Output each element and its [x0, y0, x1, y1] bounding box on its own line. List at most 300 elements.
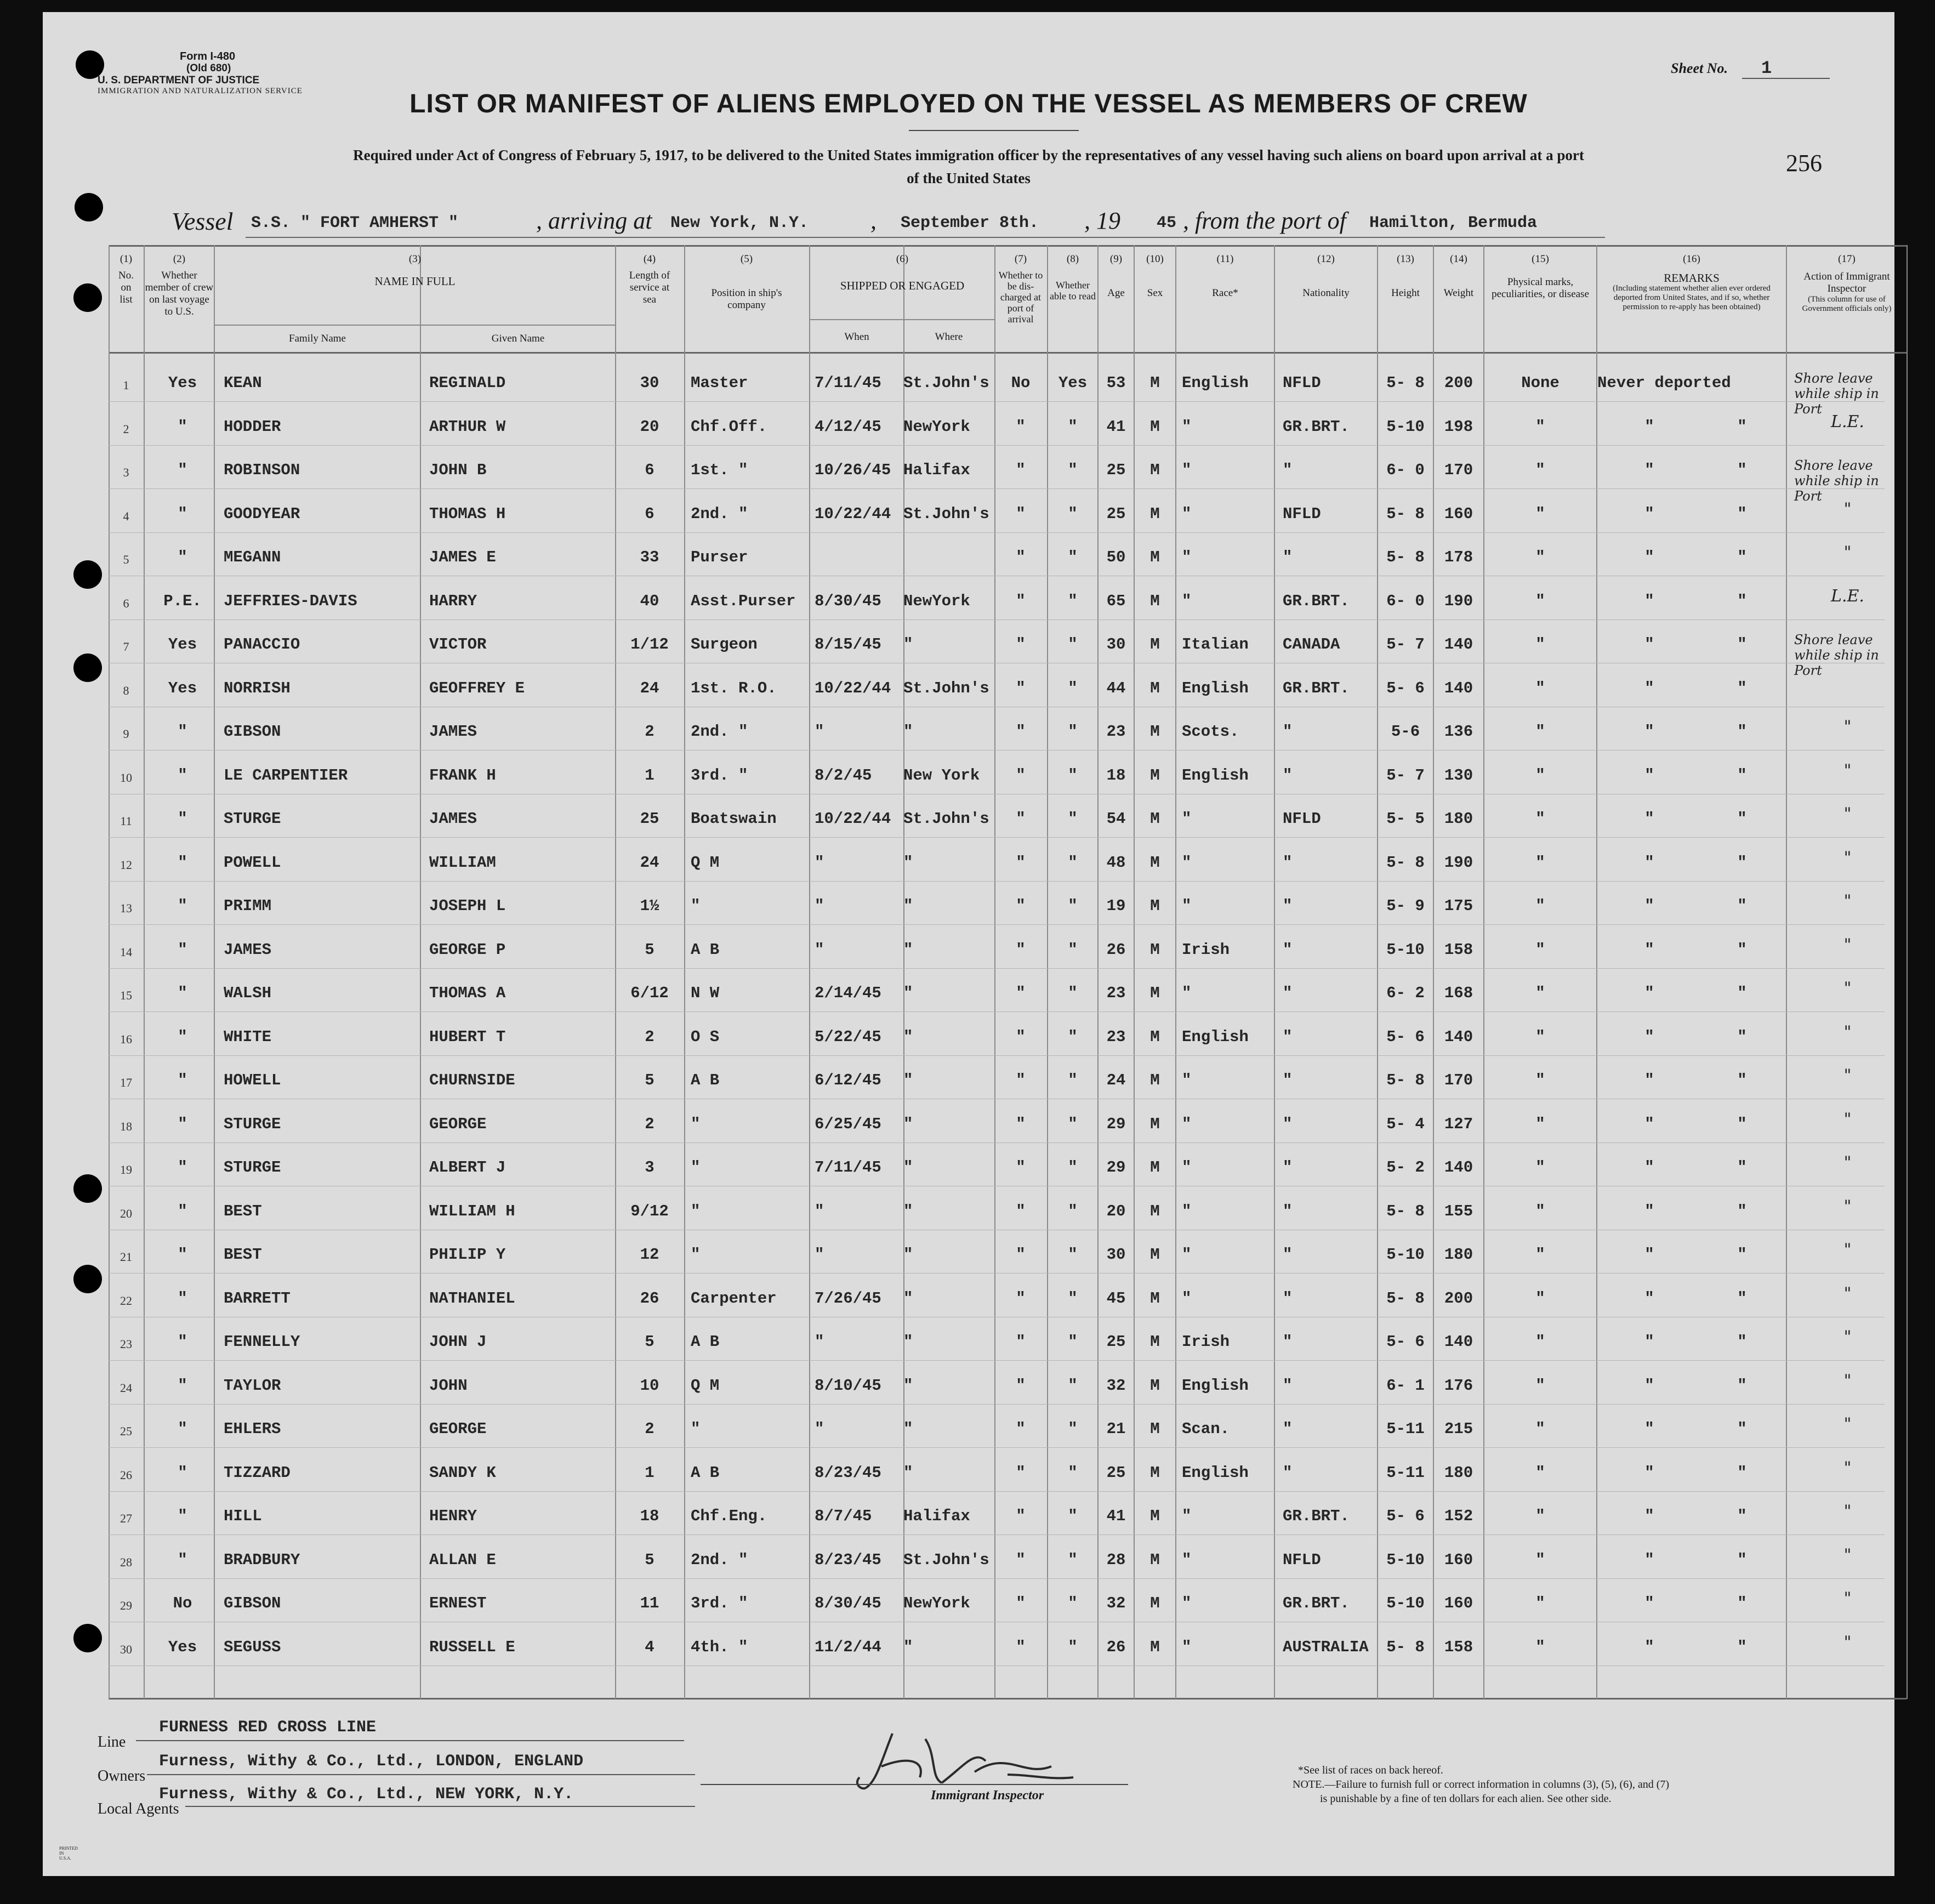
cell-disch: ": [1016, 1289, 1026, 1308]
col-3-number: (3): [408, 253, 422, 265]
cell-where: ": [903, 1377, 913, 1395]
cell-nat: ": [1283, 1202, 1293, 1220]
col-10-number: (10): [1146, 253, 1164, 265]
cell-nat: ": [1283, 984, 1293, 1002]
arriving-port: New York, N.Y.: [670, 214, 809, 232]
cell-last: ": [178, 1028, 187, 1046]
cell-pos: Surgeon: [691, 635, 758, 653]
cell-last: ": [178, 418, 187, 436]
row-number: 13: [120, 901, 132, 915]
cell-age: 65: [1106, 592, 1126, 610]
row-rule: [109, 532, 1885, 533]
cell-disch: ": [1016, 810, 1026, 828]
cell-wt: 176: [1444, 1377, 1473, 1395]
cell-wt: 180: [1444, 810, 1473, 828]
line-value: FURNESS RED CROSS LINE: [159, 1718, 377, 1737]
col-5-number: (5): [740, 253, 753, 265]
cell-rem2: ": [1737, 418, 1747, 436]
cell-family: PRIMM: [224, 897, 272, 915]
cell-when: 2/14/45: [815, 984, 881, 1002]
cell-rem: Never deported: [1597, 374, 1731, 392]
row-number: 14: [120, 945, 132, 959]
cell-inspector-action: ": [1843, 1066, 1852, 1085]
cell-when: 8/10/45: [815, 1377, 881, 1395]
col-sex-header: [1135, 253, 1175, 299]
cell-when: 10/22/44: [815, 810, 891, 828]
cell-when: 8/2/45: [815, 766, 872, 785]
cell-rem: ": [1644, 984, 1654, 1002]
cell-family: TIZZARD: [224, 1464, 291, 1482]
family-name-header: Family Name: [289, 333, 346, 344]
cell-rem2: ": [1737, 1551, 1747, 1569]
cell-where: ": [903, 1638, 913, 1656]
cell-age: 25: [1106, 505, 1126, 523]
col-13-label: Height: [1391, 287, 1420, 299]
cell-pos: Q M: [691, 1377, 720, 1395]
cell-pos: O S: [691, 1028, 720, 1046]
col-discharged-header: [994, 253, 1047, 325]
cell-len: 40: [640, 592, 659, 610]
cell-race: ": [1182, 984, 1192, 1002]
cell-pos: 4th. ": [691, 1638, 748, 1656]
punch-hole: [73, 560, 102, 589]
cell-race: ": [1182, 897, 1192, 915]
cell-race: ": [1182, 1115, 1192, 1133]
cell-nat: NFLD: [1283, 1551, 1321, 1569]
cell-given: JOHN J: [429, 1333, 487, 1351]
inspector-label: Immigrant Inspector: [931, 1788, 1044, 1803]
row-number: 1: [123, 378, 129, 392]
row-rule: [109, 1578, 1885, 1579]
cell-len: 2: [645, 723, 655, 741]
cell-sex: M: [1150, 1202, 1160, 1220]
cell-race: ": [1182, 1071, 1192, 1089]
col-9-label: Age: [1107, 287, 1125, 299]
cell-disch: ": [1016, 766, 1026, 785]
cell-race: ": [1182, 418, 1192, 436]
col-name-header: [215, 253, 615, 287]
cell-rem: ": [1644, 897, 1654, 915]
cell-age: 32: [1106, 1377, 1126, 1395]
cell-rem2: ": [1737, 548, 1747, 566]
cell-ht: 5- 2: [1386, 1158, 1425, 1176]
cell-pos: ": [691, 897, 701, 915]
cell-where: St.John's: [903, 810, 989, 828]
cell-nat: ": [1283, 941, 1293, 959]
cell-given: SANDY K: [429, 1464, 496, 1482]
cell-sex: M: [1150, 1333, 1160, 1351]
cell-sex: M: [1150, 1028, 1160, 1046]
date-separator: ,: [870, 207, 877, 234]
cell-rem: ": [1644, 1246, 1654, 1264]
cell-inspector-action: ": [1843, 1022, 1852, 1042]
col-16-label: REMARKS: [1664, 271, 1720, 285]
cell-rem2: ": [1737, 1071, 1747, 1089]
row-number: 29: [120, 1599, 132, 1612]
cell-age: 24: [1106, 1071, 1126, 1089]
cell-rem: ": [1644, 1071, 1654, 1089]
cell-when: 5/22/45: [815, 1028, 881, 1046]
cell-disch: ": [1016, 1638, 1026, 1656]
form-old-number: (Old 680): [186, 62, 231, 74]
cell-family: KEAN: [224, 374, 262, 392]
cell-where: Halifax: [903, 461, 970, 479]
cell-nat: NFLD: [1283, 505, 1321, 523]
cell-read: ": [1068, 461, 1078, 479]
col-9-number: (9): [1109, 253, 1123, 265]
cell-age: 32: [1106, 1594, 1126, 1612]
cell-given: FRANK H: [429, 766, 496, 785]
cell-rem2: ": [1737, 592, 1747, 610]
col-17-label: Action of Immigrant Inspector: [1803, 271, 1890, 294]
cell-ht: 6- 1: [1386, 1377, 1425, 1395]
cell-wt: 180: [1444, 1464, 1473, 1482]
cell-len: 5: [645, 941, 655, 959]
cell-age: 19: [1106, 897, 1126, 915]
cell-age: 48: [1106, 854, 1126, 872]
cell-race: Italian: [1182, 635, 1249, 653]
cell-nat: GR.BRT.: [1283, 1594, 1350, 1612]
cell-race: English: [1182, 1464, 1249, 1482]
cell-wt: 155: [1444, 1202, 1473, 1220]
cell-when: ": [815, 941, 824, 959]
sheet-label: Sheet No.: [1671, 60, 1728, 76]
cell-nat: ": [1283, 1028, 1293, 1046]
col-12-label: Nationality: [1302, 287, 1350, 299]
col-8-label: Whether able to read: [1050, 280, 1096, 302]
cell-len: 33: [640, 548, 659, 566]
cell-family: TAYLOR: [224, 1377, 281, 1395]
cell-phys: ": [1535, 592, 1545, 610]
row-number: 22: [120, 1294, 132, 1308]
cell-when: 6/12/45: [815, 1071, 881, 1089]
cell-phys: ": [1535, 1507, 1545, 1525]
cell-rem: ": [1644, 1115, 1654, 1133]
cell-disch: ": [1016, 461, 1026, 479]
cell-ht: 6- 2: [1386, 984, 1425, 1002]
cell-nat: GR.BRT.: [1283, 418, 1350, 436]
cell-nat: ": [1283, 1464, 1293, 1482]
cell-read: Yes: [1058, 374, 1088, 392]
col-last-voyage-header: [145, 253, 214, 318]
cell-where: St.John's: [903, 1551, 989, 1569]
col-race-header: [1176, 253, 1274, 299]
from-port: Hamilton, Bermuda: [1369, 214, 1538, 232]
cell-wt: 160: [1444, 505, 1473, 523]
cell-family: ROBINSON: [224, 461, 300, 479]
manifest-sheet: [43, 12, 1894, 1876]
cell-last: Yes: [168, 635, 197, 653]
cell-race: Irish: [1182, 1333, 1230, 1351]
col-1-label: No. on list: [118, 270, 134, 305]
cell-len: 12: [640, 1246, 659, 1264]
cell-race: English: [1182, 374, 1249, 392]
cell-given: VICTOR: [429, 635, 487, 653]
cell-ht: 5-10: [1386, 1246, 1425, 1264]
arrival-date: September 8th.: [901, 214, 1039, 232]
cell-age: 23: [1106, 1028, 1126, 1046]
cell-disch: ": [1016, 1115, 1026, 1133]
cell-last: Yes: [168, 679, 197, 697]
cell-phys: ": [1535, 1638, 1545, 1656]
cell-phys: ": [1535, 1594, 1545, 1612]
cell-last: ": [178, 1158, 187, 1176]
cell-ht: 5- 6: [1386, 679, 1425, 697]
cell-phys: ": [1535, 1246, 1545, 1264]
col-5-label: Position in ship's company: [711, 287, 782, 311]
col-14-label: Weight: [1443, 287, 1474, 299]
cell-read: ": [1068, 1115, 1078, 1133]
cell-ht: 5- 8: [1386, 854, 1425, 872]
cell-race: ": [1182, 1638, 1192, 1656]
cell-when: ": [815, 1202, 824, 1220]
cell-inspector-action: ": [1843, 1284, 1852, 1303]
grid-line: [144, 245, 145, 1699]
cell-ht: 5- 9: [1386, 897, 1425, 915]
when-header: When: [844, 331, 869, 343]
cell-rem2: ": [1737, 1638, 1747, 1656]
cell-family: SEGUSS: [224, 1638, 281, 1656]
cell-race: ": [1182, 592, 1192, 610]
cell-family: GIBSON: [224, 1594, 281, 1612]
row-number: 18: [120, 1119, 132, 1133]
cell-age: 25: [1106, 461, 1126, 479]
cell-rem2: ": [1737, 1202, 1747, 1220]
row-number: 3: [123, 465, 129, 479]
row-number: 25: [120, 1424, 132, 1438]
cell-nat: NFLD: [1283, 810, 1321, 828]
cell-where: ": [903, 723, 913, 741]
row-rule: [109, 750, 1885, 751]
cell-sex: M: [1150, 1507, 1160, 1525]
cell-where: NewYork: [903, 592, 970, 610]
cell-len: 1/12: [630, 635, 669, 653]
cell-wt: 198: [1444, 418, 1473, 436]
cell-race: ": [1182, 1551, 1192, 1569]
cell-given: THOMAS A: [429, 984, 506, 1002]
cell-ht: 5- 8: [1386, 1289, 1425, 1308]
row-rule: [109, 1404, 1885, 1405]
cell-rem: ": [1644, 505, 1654, 523]
cell-read: ": [1068, 635, 1078, 653]
cell-phys: ": [1535, 941, 1545, 959]
col-7-label: Whether to be dis-charged at port of arrival: [998, 270, 1043, 325]
punch-hole: [73, 1265, 102, 1293]
cell-rem: ": [1644, 1594, 1654, 1612]
cell-rem2: ": [1737, 897, 1747, 915]
cell-family: STURGE: [224, 1158, 281, 1176]
row-rule: [109, 1055, 1885, 1056]
cell-inspector-action: ": [1843, 1414, 1852, 1434]
cell-rem2: ": [1737, 505, 1747, 523]
cell-disch: ": [1016, 854, 1026, 872]
cell-rem: ": [1644, 1377, 1654, 1395]
cell-read: ": [1068, 1594, 1078, 1612]
cell-where: ": [903, 1158, 913, 1176]
cell-sex: M: [1150, 854, 1160, 872]
cell-rem: ": [1644, 1551, 1654, 1569]
cell-phys: ": [1535, 1551, 1545, 1569]
cell-where: ": [903, 941, 913, 959]
cell-family: EHLERS: [224, 1420, 281, 1438]
cell-nat: ": [1283, 1158, 1293, 1176]
cell-inspector-action: ": [1843, 1589, 1852, 1608]
cell-sex: M: [1150, 1420, 1160, 1438]
department: U. S. DEPARTMENT OF JUSTICE: [98, 75, 260, 86]
cell-family: NORRISH: [224, 679, 291, 697]
subtitle-line-1: Required under Act of Congress of February 5, 1917, to be delivered to the United States immigration officer by the representatives of any vessel having such aliens on board upon arrival at a port: [353, 147, 1584, 163]
cell-read: ": [1068, 984, 1078, 1002]
cell-disch: ": [1016, 418, 1026, 436]
cell-last: ": [178, 1551, 187, 1569]
cell-given: NATHANIEL: [429, 1289, 515, 1308]
cell-phys: ": [1535, 1289, 1545, 1308]
cell-when: 8/23/45: [815, 1551, 881, 1569]
cell-read: ": [1068, 1202, 1078, 1220]
cell-phys: ": [1535, 1202, 1545, 1220]
cell-inspector-action: ": [1843, 891, 1852, 911]
row-number: 26: [120, 1468, 132, 1482]
cell-nat: AUSTRALIA: [1283, 1638, 1369, 1656]
cell-given: ARTHUR W: [429, 418, 506, 436]
cell-sex: M: [1150, 897, 1160, 915]
grid-line: [1906, 245, 1908, 1699]
cell-nat: ": [1283, 897, 1293, 915]
cell-len: 6: [645, 461, 655, 479]
cell-race: ": [1182, 1594, 1192, 1612]
cell-read: ": [1068, 1507, 1078, 1525]
cell-nat: GR.BRT.: [1283, 679, 1350, 697]
cell-given: ALBERT J: [429, 1158, 506, 1176]
cell-last: Yes: [168, 374, 197, 392]
col-no-header: [109, 253, 144, 306]
cell-given: JOSEPH L: [429, 897, 506, 915]
cell-read: ": [1068, 810, 1078, 828]
cell-race: English: [1182, 766, 1249, 785]
cell-nat: GR.BRT.: [1283, 1507, 1350, 1525]
row-number: 5: [123, 553, 129, 566]
cell-last: Yes: [168, 1638, 197, 1656]
agents-label: Local Agents: [98, 1800, 179, 1817]
cell-pos: Purser: [691, 548, 748, 566]
cell-rem: ": [1644, 854, 1654, 872]
cell-rem2: ": [1737, 1246, 1747, 1264]
cell-sex: M: [1150, 723, 1160, 741]
cell-pos: 1st. R.O.: [691, 679, 777, 697]
sheet-number: 1: [1761, 58, 1772, 78]
cell-nat: GR.BRT.: [1283, 592, 1350, 610]
cell-where: ": [903, 984, 913, 1002]
cell-len: 11: [640, 1594, 659, 1612]
punch-hole: [73, 1624, 102, 1652]
cell-inspector-action: ": [1843, 1240, 1852, 1259]
cell-wt: 200: [1444, 374, 1473, 392]
row-rule: [109, 401, 1885, 402]
cell-when: 10/22/44: [815, 505, 891, 523]
cell-rem: ": [1644, 635, 1654, 653]
cell-when: 6/25/45: [815, 1115, 881, 1133]
cell-ht: 5- 8: [1386, 374, 1425, 392]
cell-family: HOWELL: [224, 1071, 281, 1089]
cell-race: ": [1182, 810, 1192, 828]
cell-last: ": [178, 766, 187, 785]
cell-disch: ": [1016, 505, 1026, 523]
row-rule: [109, 619, 1885, 620]
cell-disch: ": [1016, 1507, 1026, 1525]
cell-race: ": [1182, 1202, 1192, 1220]
cell-disch: ": [1016, 1202, 1026, 1220]
cell-pos: Master: [691, 374, 748, 392]
cell-wt: 190: [1444, 854, 1473, 872]
cell-when: ": [815, 854, 824, 872]
cell-given: RUSSELL E: [429, 1638, 515, 1656]
cell-family: STURGE: [224, 1115, 281, 1133]
cell-pos: ": [691, 1158, 701, 1176]
cell-phys: None: [1521, 374, 1560, 392]
cell-sex: M: [1150, 461, 1160, 479]
cell-ht: 5- 6: [1386, 1333, 1425, 1351]
cell-last: ": [178, 1202, 187, 1220]
cell-pos: ": [691, 1202, 701, 1220]
cell-nat: ": [1283, 1420, 1293, 1438]
cell-disch: ": [1016, 723, 1026, 741]
cell-read: ": [1068, 505, 1078, 523]
cell-pos: Chf.Eng.: [691, 1507, 767, 1525]
cell-given: HENRY: [429, 1507, 477, 1525]
cell-age: 23: [1106, 723, 1126, 741]
cell-rem: ": [1644, 1507, 1654, 1525]
col-4-label: Length of service at sea: [629, 270, 670, 305]
cell-family: MEGANN: [224, 548, 281, 566]
col-6-label: SHIPPED OR ENGAGED: [840, 279, 965, 292]
row-number: 9: [123, 727, 129, 741]
col-1-number: (1): [119, 253, 133, 265]
cell-last: ": [178, 1420, 187, 1438]
page-number: 256: [1786, 150, 1822, 177]
cell-age: 44: [1106, 679, 1126, 697]
cell-ht: 5- 7: [1386, 635, 1425, 653]
cell-rem: ": [1644, 1333, 1654, 1351]
row-number: 7: [123, 640, 129, 653]
cell-last: ": [178, 461, 187, 479]
cell-inspector-action: ": [1843, 1327, 1852, 1346]
row-number: 10: [120, 771, 132, 785]
owners-label: Owners: [98, 1767, 146, 1784]
cell-when: 8/7/45: [815, 1507, 872, 1525]
cell-family: BEST: [224, 1246, 262, 1264]
cell-read: ": [1068, 679, 1078, 697]
cell-where: ": [903, 897, 913, 915]
cell-len: 1: [645, 1464, 655, 1482]
cell-race: ": [1182, 1289, 1192, 1308]
row-number: 11: [120, 814, 132, 828]
cell-sex: M: [1150, 984, 1160, 1002]
grid-line: [214, 245, 215, 1699]
cell-where: St.John's: [903, 505, 989, 523]
cell-when: ": [815, 1333, 824, 1351]
cell-family: HODDER: [224, 418, 281, 436]
cell-read: ": [1068, 1071, 1078, 1089]
row-rule: [109, 1447, 1885, 1448]
cell-nat: ": [1283, 1333, 1293, 1351]
cell-sex: M: [1150, 548, 1160, 566]
cell-when: ": [815, 1246, 824, 1264]
cell-ht: 5-11: [1386, 1464, 1425, 1482]
cell-read: ": [1068, 897, 1078, 915]
cell-when: 11/2/44: [815, 1638, 881, 1656]
cell-last: ": [178, 1246, 187, 1264]
cell-last: No: [173, 1594, 192, 1612]
